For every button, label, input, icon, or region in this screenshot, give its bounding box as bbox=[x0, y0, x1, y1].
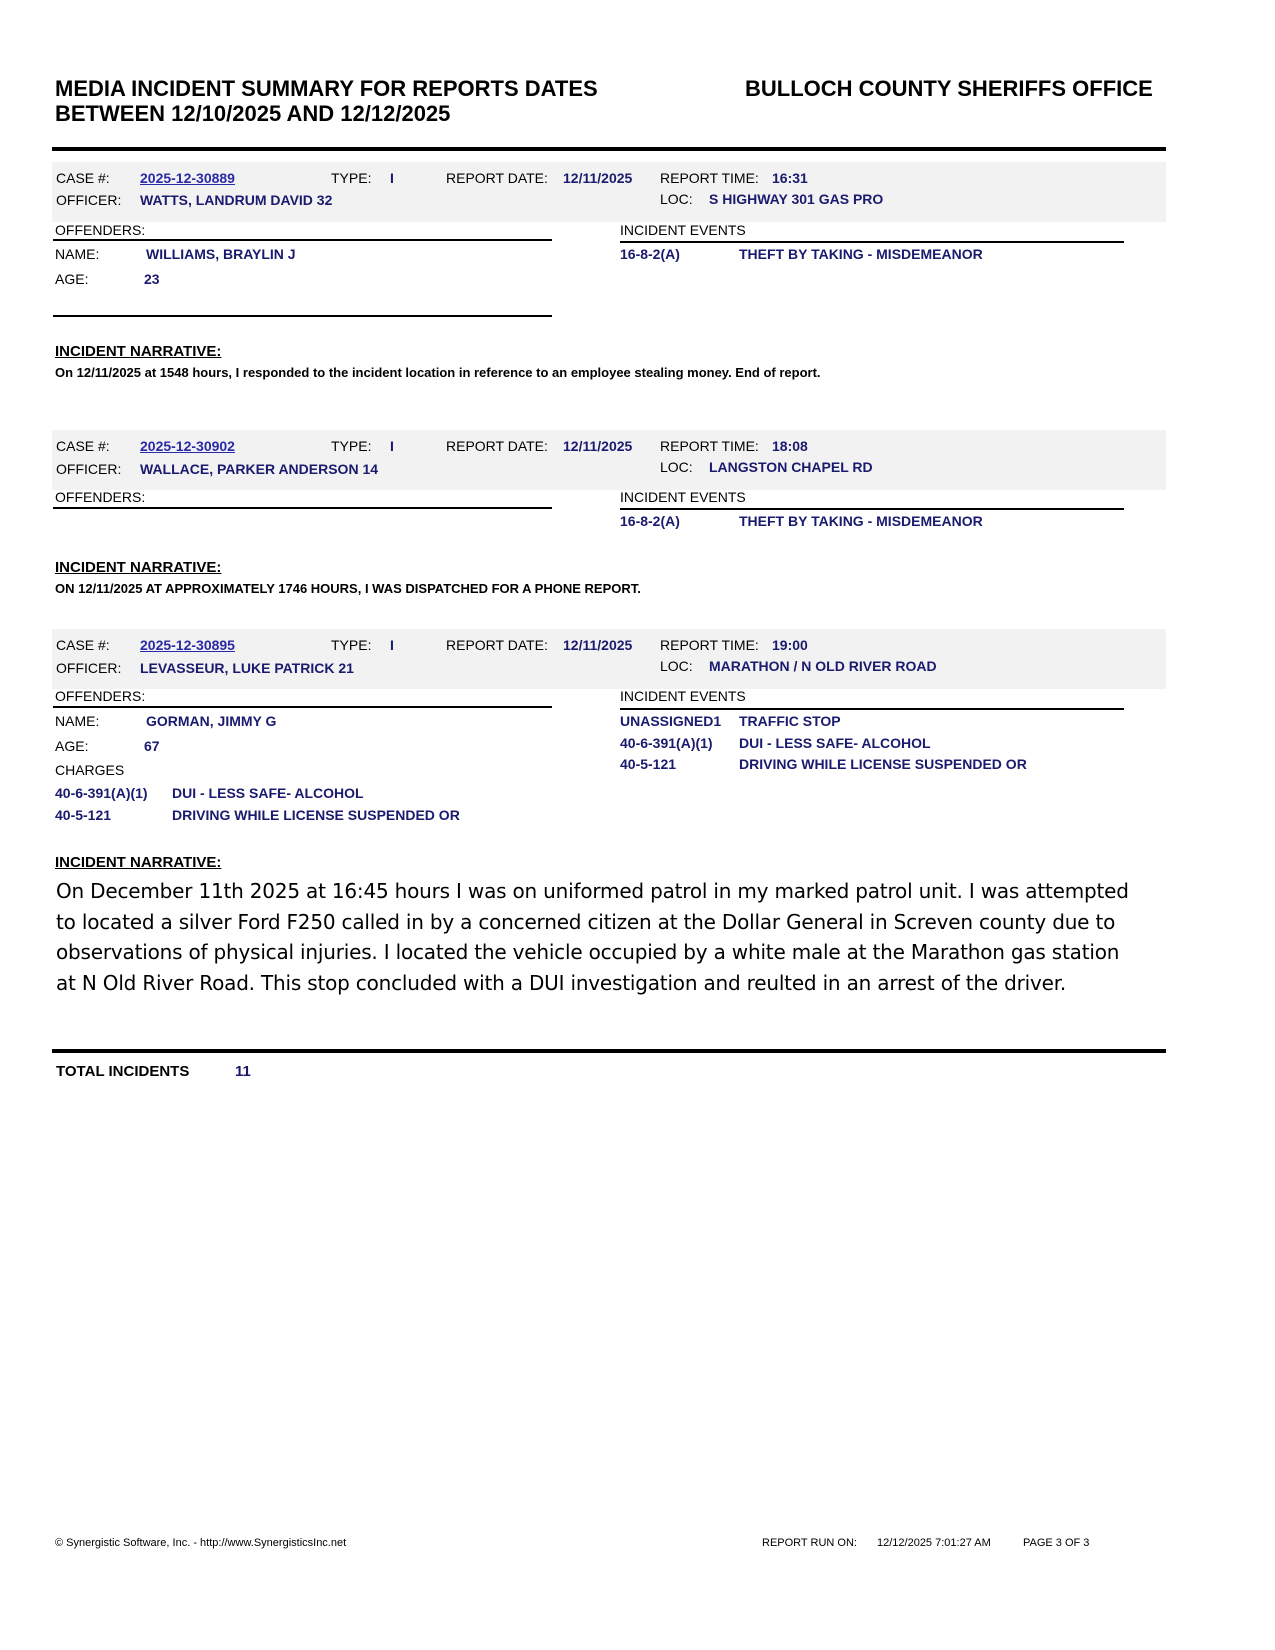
offenders-bottom-rule bbox=[53, 315, 552, 317]
officer-value: WALLACE, PARKER ANDERSON 14 bbox=[140, 461, 379, 477]
incident-events-underline bbox=[620, 708, 1124, 710]
case-label: CASE #: bbox=[56, 637, 110, 653]
type-value: I bbox=[390, 438, 394, 454]
report-date-value: 12/11/2025 bbox=[563, 637, 633, 653]
agency-name: BULLOCH COUNTY SHERIFFS OFFICE bbox=[745, 76, 1153, 101]
total-incidents-value: 11 bbox=[235, 1063, 251, 1080]
charges-label: CHARGES bbox=[55, 762, 125, 778]
report-title-line2: BETWEEN 12/10/2025 AND 12/12/2025 bbox=[55, 101, 451, 126]
narrative-heading: INCIDENT NARRATIVE: bbox=[55, 854, 222, 871]
incident-events-label: INCIDENT EVENTS bbox=[620, 489, 746, 505]
case-number-link[interactable]: 2025-12-30902 bbox=[140, 438, 235, 454]
report-title-line1: MEDIA INCIDENT SUMMARY FOR REPORTS DATES bbox=[55, 76, 598, 101]
name-label: NAME: bbox=[55, 246, 100, 262]
report-time-value: 18:08 bbox=[772, 438, 808, 454]
case-label: CASE #: bbox=[56, 170, 110, 186]
footer-run-label: REPORT RUN ON: bbox=[762, 1537, 857, 1549]
officer-label: OFFICER: bbox=[56, 660, 122, 676]
event-code: 16-8-2(A) bbox=[620, 513, 680, 529]
report-time-value: 19:00 bbox=[772, 637, 808, 653]
incident-events-underline bbox=[620, 241, 1124, 243]
case-number-link[interactable]: 2025-12-30889 bbox=[140, 170, 235, 186]
footer-run-value: 12/12/2025 7:01:27 AM bbox=[877, 1537, 991, 1549]
narrative-text: On 12/11/2025 at 1548 hours, I responded to the incident location in reference to an employee stealing money. End of report. bbox=[55, 365, 821, 380]
offender-name: GORMAN, JIMMY G bbox=[146, 713, 277, 729]
event-code: UNASSIGNED1 bbox=[620, 713, 722, 729]
incident-events-label: INCIDENT EVENTS bbox=[620, 222, 746, 238]
report-date-label: REPORT DATE: bbox=[446, 170, 548, 186]
name-label: NAME: bbox=[55, 713, 100, 729]
offenders-label: OFFENDERS: bbox=[55, 489, 146, 505]
footer-page: PAGE 3 OF 3 bbox=[1023, 1537, 1090, 1549]
case-label: CASE #: bbox=[56, 438, 110, 454]
type-value: I bbox=[390, 637, 394, 653]
offenders-underline bbox=[53, 239, 552, 241]
type-label: TYPE: bbox=[331, 637, 372, 653]
incident-events-underline bbox=[620, 508, 1124, 510]
loc-value: MARATHON / N OLD RIVER ROAD bbox=[709, 658, 937, 674]
offenders-label: OFFENDERS: bbox=[55, 222, 146, 238]
incident-events-label: INCIDENT EVENTS bbox=[620, 688, 746, 704]
event-desc: DRIVING WHILE LICENSE SUSPENDED OR bbox=[739, 756, 1027, 772]
loc-value: LANGSTON CHAPEL RD bbox=[709, 459, 873, 475]
loc-label: LOC: bbox=[660, 191, 693, 207]
report-date-label: REPORT DATE: bbox=[446, 438, 548, 454]
narrative-heading: INCIDENT NARRATIVE: bbox=[55, 559, 222, 576]
officer-label: OFFICER: bbox=[56, 461, 122, 477]
loc-label: LOC: bbox=[660, 459, 693, 475]
report-time-label: REPORT TIME: bbox=[660, 438, 759, 454]
type-value: I bbox=[390, 170, 394, 186]
loc-label: LOC: bbox=[660, 658, 693, 674]
report-time-value: 16:31 bbox=[772, 170, 808, 186]
charge-code: 40-6-391(A)(1) bbox=[55, 785, 148, 801]
officer-label: OFFICER: bbox=[56, 192, 122, 208]
offenders-label: OFFENDERS: bbox=[55, 688, 146, 704]
loc-value: S HIGHWAY 301 GAS PRO bbox=[709, 191, 884, 207]
offenders-underline bbox=[53, 507, 552, 509]
type-label: TYPE: bbox=[331, 438, 372, 454]
event-code: 16-8-2(A) bbox=[620, 246, 680, 262]
offender-age: 23 bbox=[144, 271, 160, 287]
report-date-value: 12/11/2025 bbox=[563, 170, 633, 186]
header-divider bbox=[52, 147, 1166, 151]
charge-desc: DRIVING WHILE LICENSE SUSPENDED OR bbox=[172, 807, 460, 823]
charge-code: 40-5-121 bbox=[55, 807, 112, 823]
age-label: AGE: bbox=[55, 738, 89, 754]
narrative-heading: INCIDENT NARRATIVE: bbox=[55, 343, 222, 360]
offender-age: 67 bbox=[144, 738, 160, 754]
officer-value: WATTS, LANDRUM DAVID 32 bbox=[140, 192, 333, 208]
age-label: AGE: bbox=[55, 271, 89, 287]
narrative-text: ON 12/11/2025 AT APPROXIMATELY 1746 HOURS, I WAS DISPATCHED FOR A PHONE REPORT. bbox=[55, 581, 641, 596]
event-desc: THEFT BY TAKING - MISDEMEANOR bbox=[739, 513, 983, 529]
report-date-label: REPORT DATE: bbox=[446, 637, 548, 653]
footer-copyright: © Synergistic Software, Inc. - http://www.SynergisticsInc.net bbox=[55, 1537, 347, 1549]
offender-name: WILLIAMS, BRAYLIN J bbox=[146, 246, 296, 262]
event-code: 40-5-121 bbox=[620, 756, 677, 772]
event-desc: THEFT BY TAKING - MISDEMEANOR bbox=[739, 246, 983, 262]
offenders-underline bbox=[53, 706, 552, 708]
officer-value: LEVASSEUR, LUKE PATRICK 21 bbox=[140, 660, 354, 676]
event-desc: DUI - LESS SAFE- ALCOHOL bbox=[739, 735, 931, 751]
event-code: 40-6-391(A)(1) bbox=[620, 735, 713, 751]
type-label: TYPE: bbox=[331, 170, 372, 186]
charge-desc: DUI - LESS SAFE- ALCOHOL bbox=[172, 785, 364, 801]
report-time-label: REPORT TIME: bbox=[660, 170, 759, 186]
narrative-text: On December 11th 2025 at 16:45 hours I was on uniformed patrol in my marked patrol unit. I was attempted to located a silver Ford F250 called in by a concerned citizen at the Dollar General in Screven county due to observations of physical injuries. I located the vehicle occupied by a white male at the Marathon gas station at N Old River Road. This stop concluded with a DUI investigation and reulted in an arrest of the driver. bbox=[56, 879, 1129, 995]
report-date-value: 12/11/2025 bbox=[563, 438, 633, 454]
case-number-link[interactable]: 2025-12-30895 bbox=[140, 637, 235, 653]
report-time-label: REPORT TIME: bbox=[660, 637, 759, 653]
event-desc: TRAFFIC STOP bbox=[739, 713, 841, 729]
totals-divider bbox=[52, 1049, 1166, 1053]
total-incidents-label: TOTAL INCIDENTS bbox=[56, 1063, 190, 1080]
